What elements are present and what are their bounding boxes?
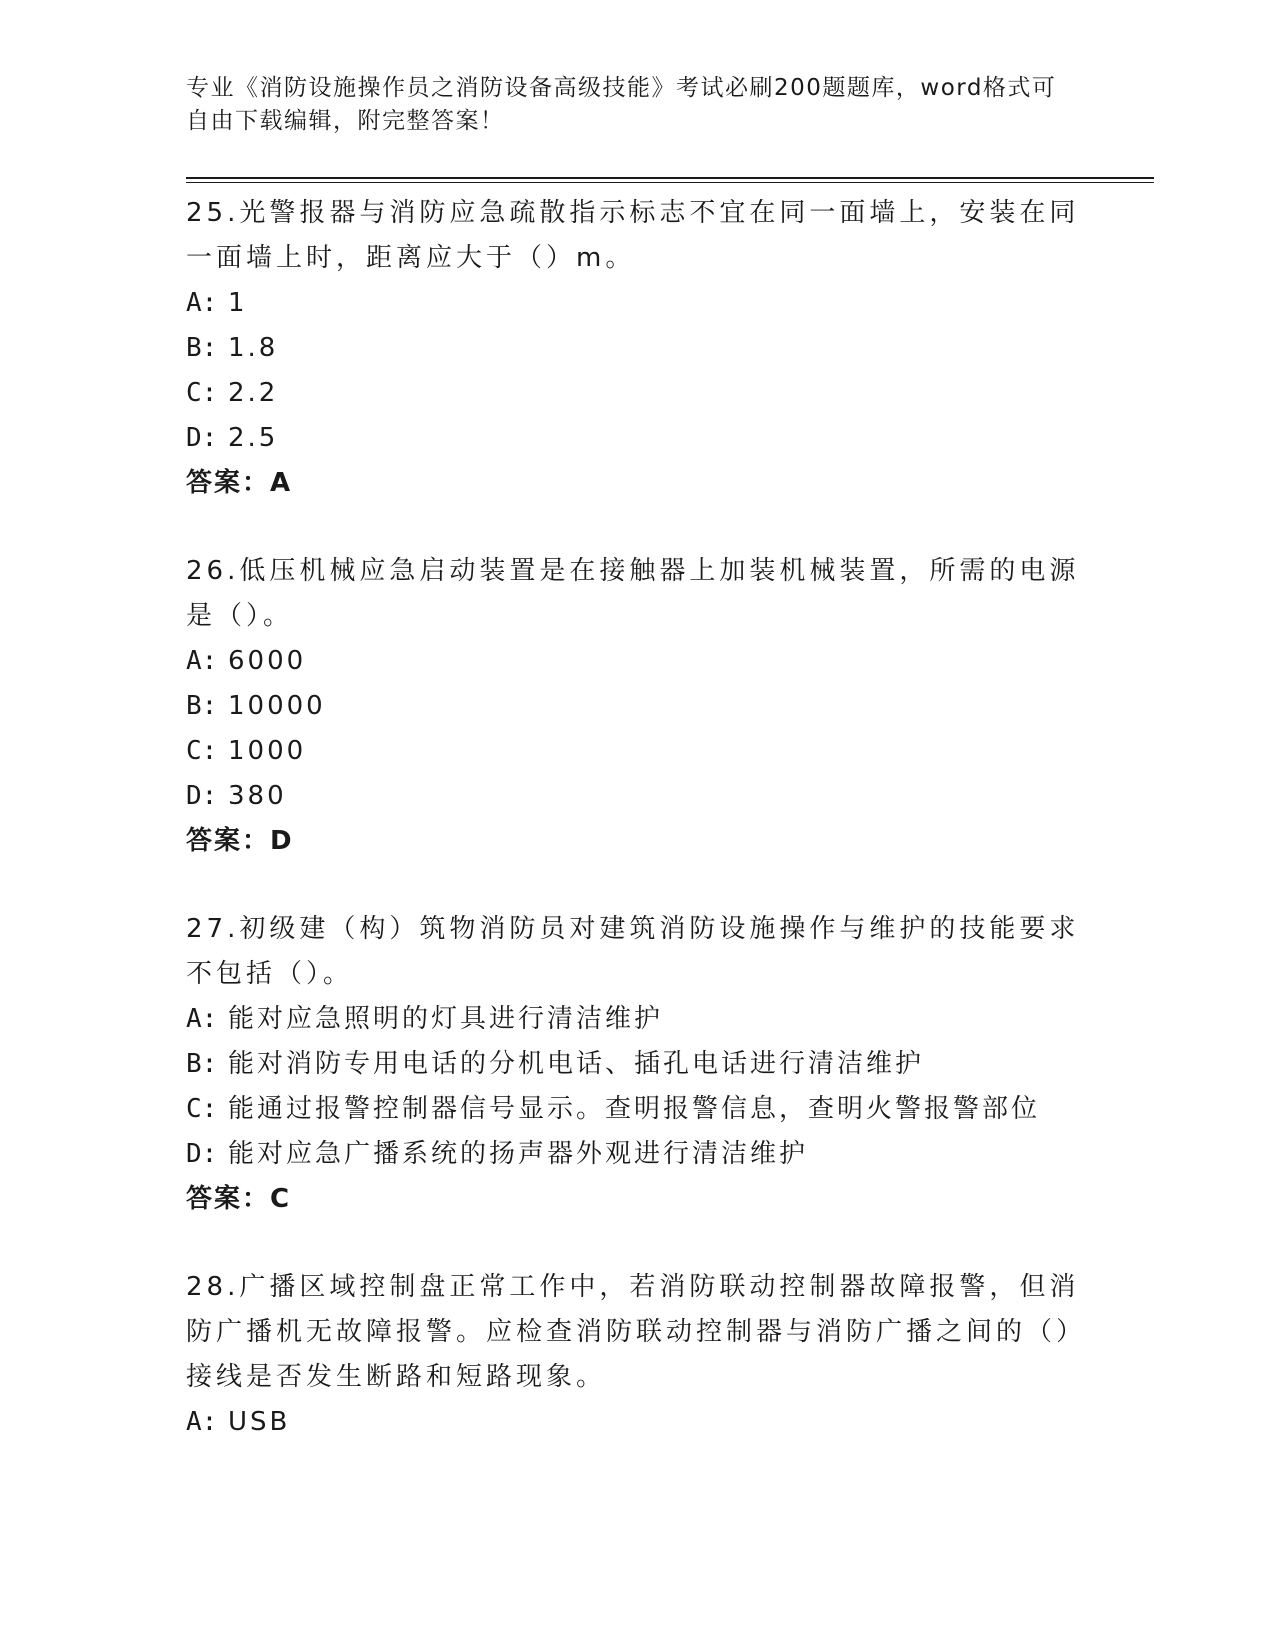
option-key: A: [186, 288, 218, 318]
option-d [186, 774, 1086, 819]
option-value: 2.5 [228, 423, 279, 453]
question-text: 28.广播区域控制盘正常工作中，若消防联动控制器故障报警，但消防广播机无故障报警。应检查消防联动控制器与消防广播之间的（）接线是否发生断路和短路现象。 [186, 1272, 1087, 1392]
option-key: A: [186, 1407, 218, 1437]
question-text: 25.光警报器与消防应急疏散指示标志不宜在同一面墙上，安装在同一面墙上时，距离应大于（）m。 [186, 198, 1080, 273]
option-key: A: [186, 646, 218, 676]
option-d [186, 416, 1086, 461]
option-value: 能对应急照明的灯具进行清洁维护 [228, 1004, 664, 1034]
option-key: A: [186, 1004, 218, 1034]
option-value: 1 [228, 288, 248, 318]
answer-line [186, 1177, 1086, 1222]
option-c [186, 1087, 1086, 1132]
option-list [186, 281, 1086, 461]
option-b [186, 326, 1086, 371]
option-key: B: [186, 1049, 218, 1079]
question-text: 26.低压机械应急启动装置是在接触器上加装机械装置，所需的电源是（）。 [186, 556, 1080, 631]
option-value: 能对应急广播系统的扬声器外观进行清洁维护 [228, 1139, 809, 1169]
question-list [186, 191, 1086, 1488]
option-list [186, 639, 1086, 819]
header-divider-thin [186, 182, 1154, 183]
option-value: 能对消防专用电话的分机电话、插孔电话进行清洁维护 [228, 1049, 925, 1079]
option-value: 10000 [228, 691, 326, 721]
option-list [186, 997, 1086, 1177]
question-28 [186, 1265, 1086, 1445]
option-key: B: [186, 333, 218, 363]
header-line-1: 专业《消防设施操作员之消防设备高级技能》考试必刷200题题库，word格式可 [186, 75, 1057, 101]
header-line-2: 自由下载编辑，附完整答案！ [186, 108, 505, 134]
option-key: D: [186, 781, 218, 811]
option-value: 380 [228, 781, 287, 811]
option-value: 6000 [228, 646, 307, 676]
document-header [186, 72, 1066, 138]
answer-prefix: 答案： [186, 468, 271, 498]
option-b [186, 1042, 1086, 1087]
option-key: C: [186, 378, 218, 408]
answer-value: A [270, 468, 293, 498]
answer-value: C [270, 1184, 292, 1214]
option-a [186, 281, 1086, 326]
option-key: C: [186, 736, 218, 766]
option-a [186, 639, 1086, 684]
option-value: 能通过报警控制器信号显示。查明报警信息，查明火警报警部位 [228, 1094, 1041, 1124]
answer-line [186, 819, 1086, 864]
question-27 [186, 907, 1086, 1222]
option-c [186, 371, 1086, 416]
option-a [186, 1400, 1086, 1445]
header-divider-thick [186, 177, 1154, 179]
option-a [186, 997, 1086, 1042]
option-value: 2.2 [228, 378, 279, 408]
question-26 [186, 549, 1086, 864]
option-key: C: [186, 1094, 218, 1124]
option-list [186, 1400, 1086, 1445]
option-key: D: [186, 423, 218, 453]
option-key: B: [186, 691, 218, 721]
answer-prefix: 答案： [186, 826, 271, 856]
question-25 [186, 191, 1086, 506]
option-key: D: [186, 1139, 218, 1169]
option-value: USB [228, 1407, 291, 1437]
option-b [186, 684, 1086, 729]
option-value: 1000 [228, 736, 307, 766]
option-d [186, 1132, 1086, 1177]
answer-prefix: 答案： [186, 1184, 271, 1214]
option-c [186, 729, 1086, 774]
question-text: 27.初级建（构）筑物消防员对建筑消防设施操作与维护的技能要求不包括（）。 [186, 914, 1080, 989]
answer-line [186, 461, 1086, 506]
option-value: 1.8 [228, 333, 279, 363]
answer-value: D [270, 826, 294, 856]
